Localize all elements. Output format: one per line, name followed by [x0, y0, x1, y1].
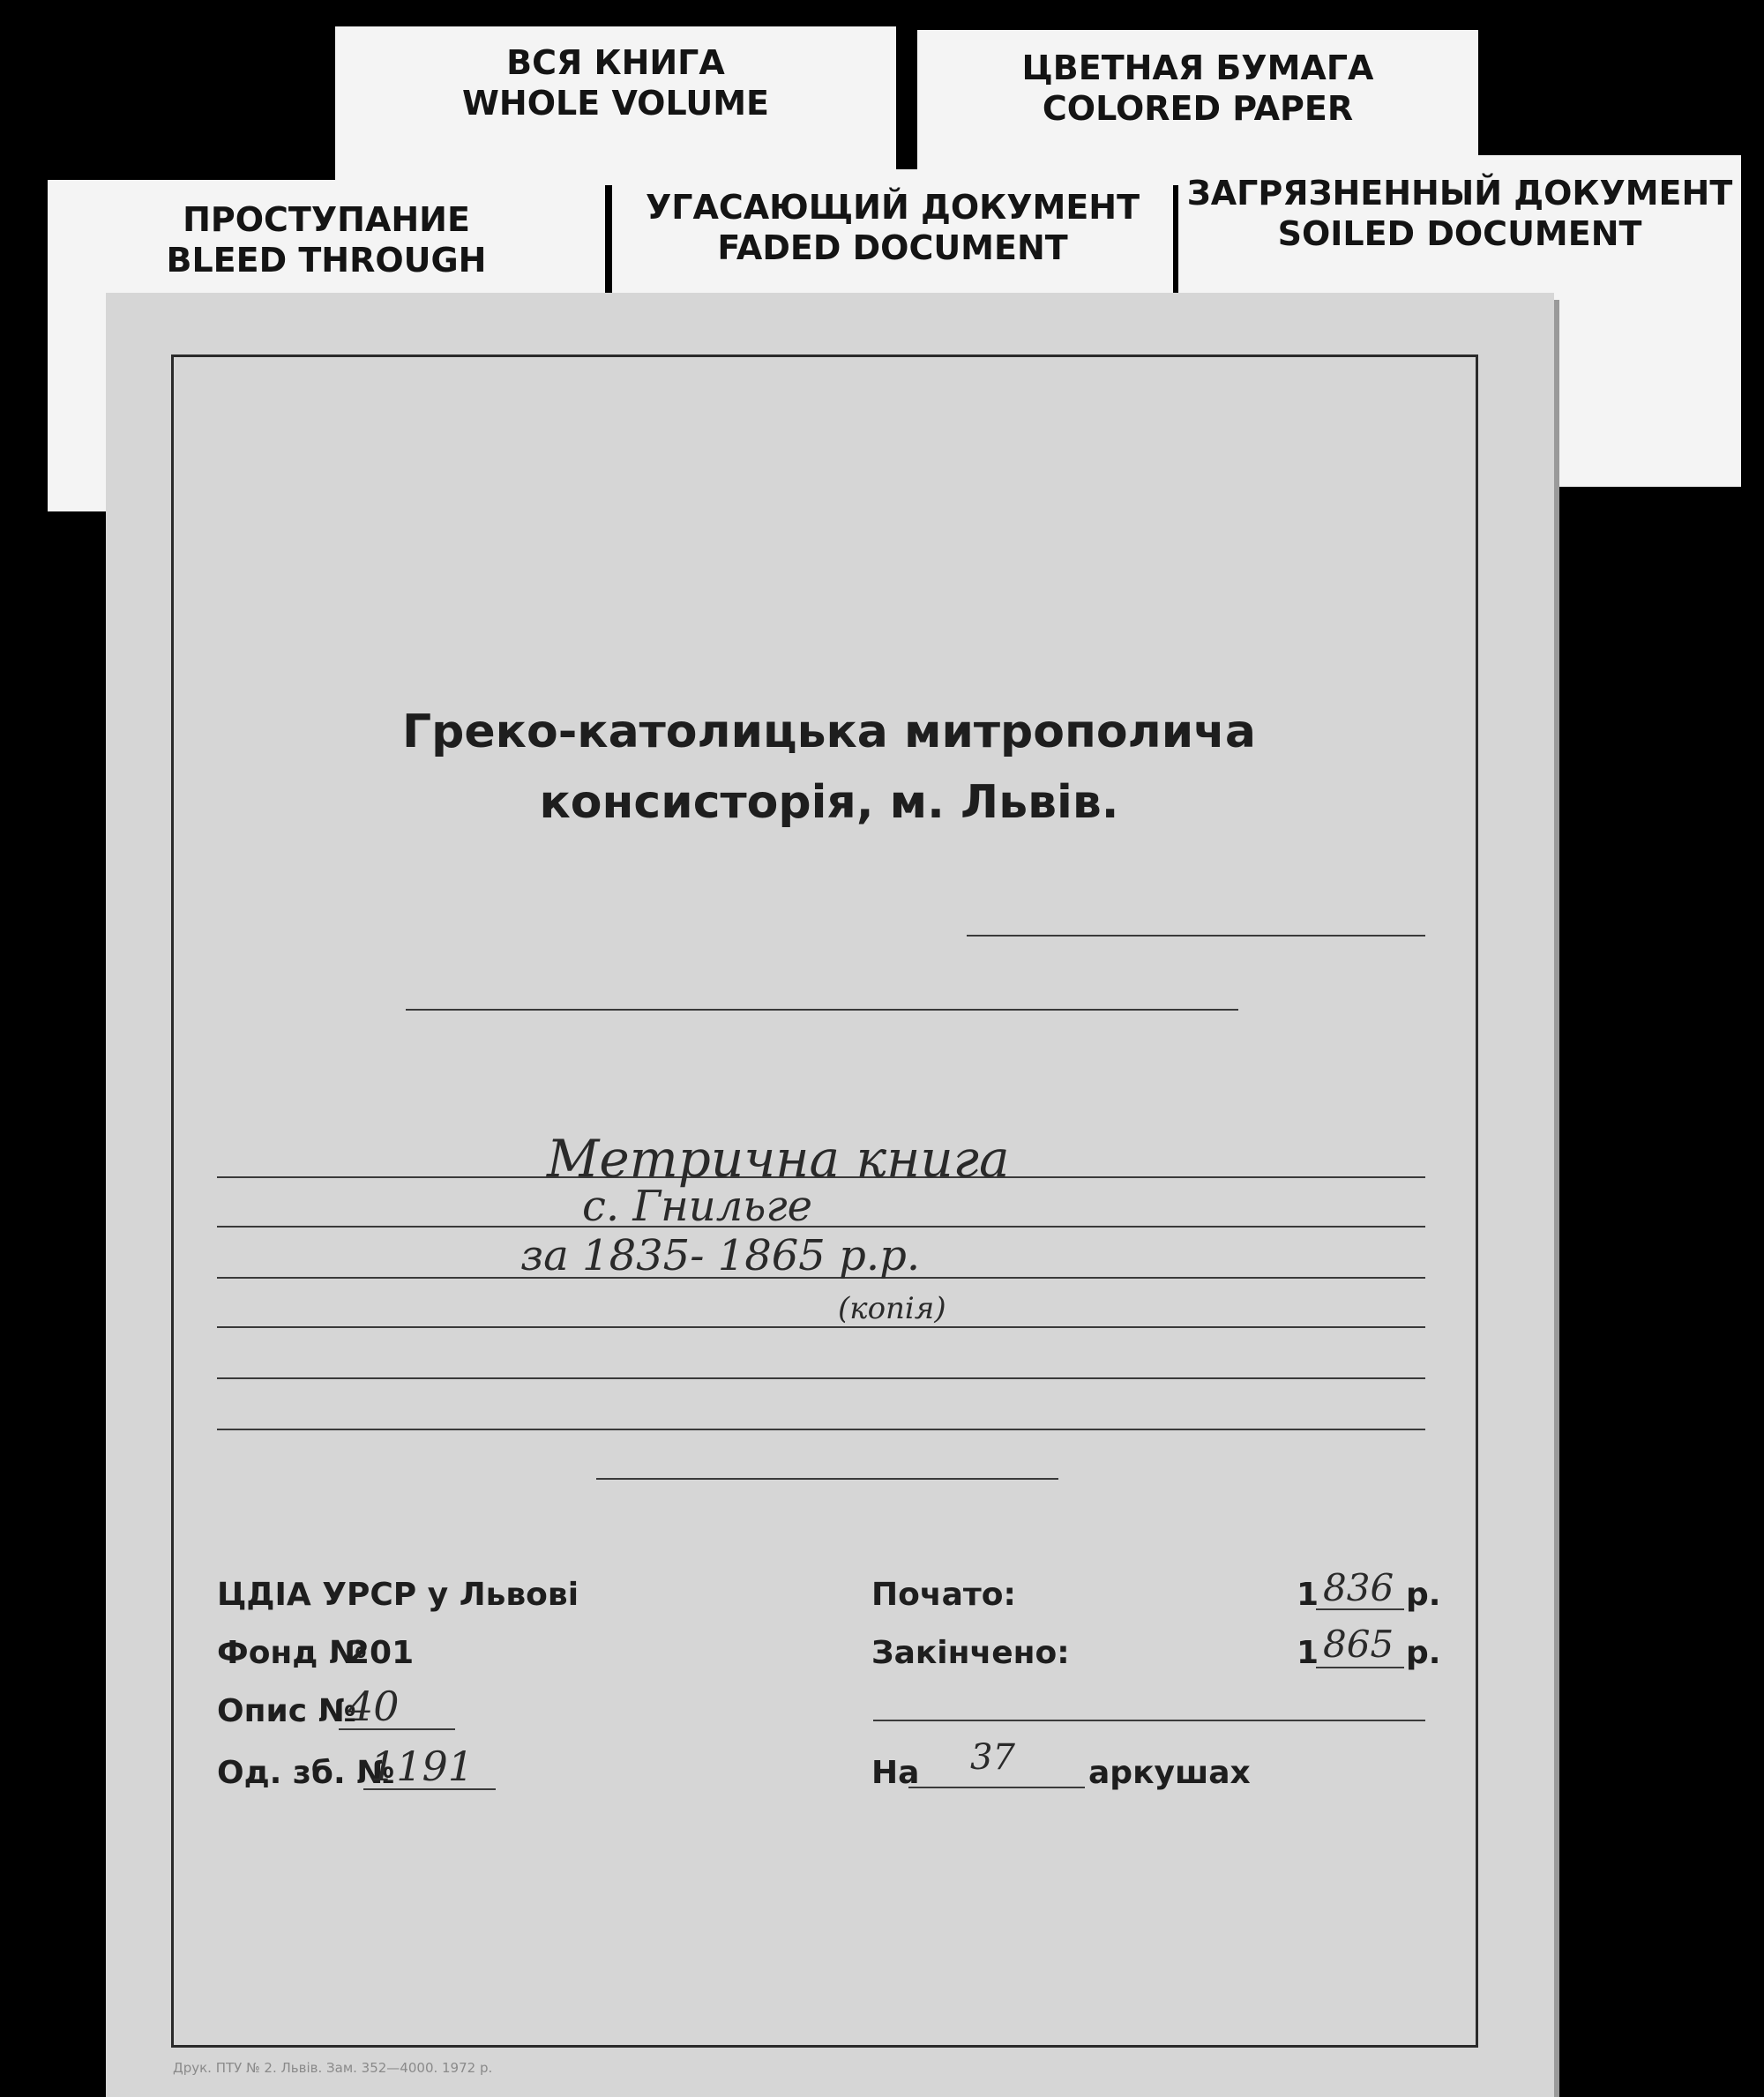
tab-label-en: COLORED PAPER — [1042, 89, 1354, 128]
tab-label-en: BLEED THROUGH — [166, 241, 487, 280]
od-value: 1191 — [370, 1743, 475, 1790]
cover-title-line1: Греко-католицька митрополича — [402, 705, 1256, 758]
tab-label-ru: ЗАГРЯЗНЕННЫЙ ДОКУМЕНТ — [1186, 174, 1733, 213]
ended-prefix: 1 — [1297, 1635, 1319, 1671]
od-label: Од. зб. № — [217, 1755, 395, 1791]
tab-label-ru: ВСЯ КНИГА — [506, 43, 725, 82]
tab-label-ru: ЦВЕТНАЯ БУМАГА — [1021, 49, 1374, 87]
sheets-value: 37 — [970, 1737, 1015, 1778]
tab-label-ru: ПРОСТУПАНИЕ — [183, 200, 470, 239]
rule — [967, 935, 1425, 937]
ended-label: Закінчено: — [871, 1635, 1070, 1671]
cover-title-line2: консисторія, м. Львів. — [539, 776, 1119, 829]
started-prefix: 1 — [1297, 1577, 1319, 1613]
opys-value: 40 — [348, 1683, 400, 1730]
tab-label-en: WHOLE VOLUME — [462, 84, 769, 123]
printer-note: Друк. ПТУ № 2. Львів. Зам. 352—4000. 1972 р. — [173, 2060, 493, 2076]
handwritten-line2: с. Гнильге — [582, 1182, 813, 1231]
sheets-suffix: аркушах — [1088, 1755, 1251, 1791]
handwritten-line4: (копія) — [838, 1291, 946, 1326]
ended-suffix: р. — [1406, 1635, 1441, 1671]
sheets-prefix: На — [871, 1755, 920, 1791]
rule — [217, 1326, 1425, 1328]
started-suffix: р. — [1406, 1577, 1441, 1613]
cover-frame — [171, 354, 1478, 2048]
fond-value: 201 — [348, 1635, 415, 1671]
rule — [217, 1429, 1425, 1430]
tab-label-ru: УГАСАЮЩИЙ ДОКУМЕНТ — [645, 188, 1140, 227]
rule — [217, 1226, 1425, 1228]
started-label: Почато: — [871, 1577, 1016, 1613]
tab-whole-volume — [335, 26, 896, 185]
opys-label: Опис № — [217, 1693, 356, 1729]
rule — [1316, 1667, 1404, 1668]
rule — [596, 1478, 1058, 1480]
tab-label-en: SOILED DOCUMENT — [1277, 214, 1642, 253]
rule — [217, 1377, 1425, 1379]
rule — [406, 1009, 1238, 1011]
rule — [908, 1787, 1085, 1788]
archive-name: ЦДІА УРСР у Львові — [217, 1577, 579, 1613]
rule — [873, 1720, 1425, 1721]
ended-value: 865 — [1323, 1623, 1394, 1666]
fond-label: Фонд № — [217, 1635, 368, 1671]
handwritten-line1: Метрична книга — [547, 1129, 1010, 1189]
started-value: 836 — [1323, 1566, 1394, 1609]
handwritten-line3: за 1835- 1865 р.р. — [520, 1231, 921, 1280]
tab-label-en: FADED DOCUMENT — [717, 228, 1068, 267]
